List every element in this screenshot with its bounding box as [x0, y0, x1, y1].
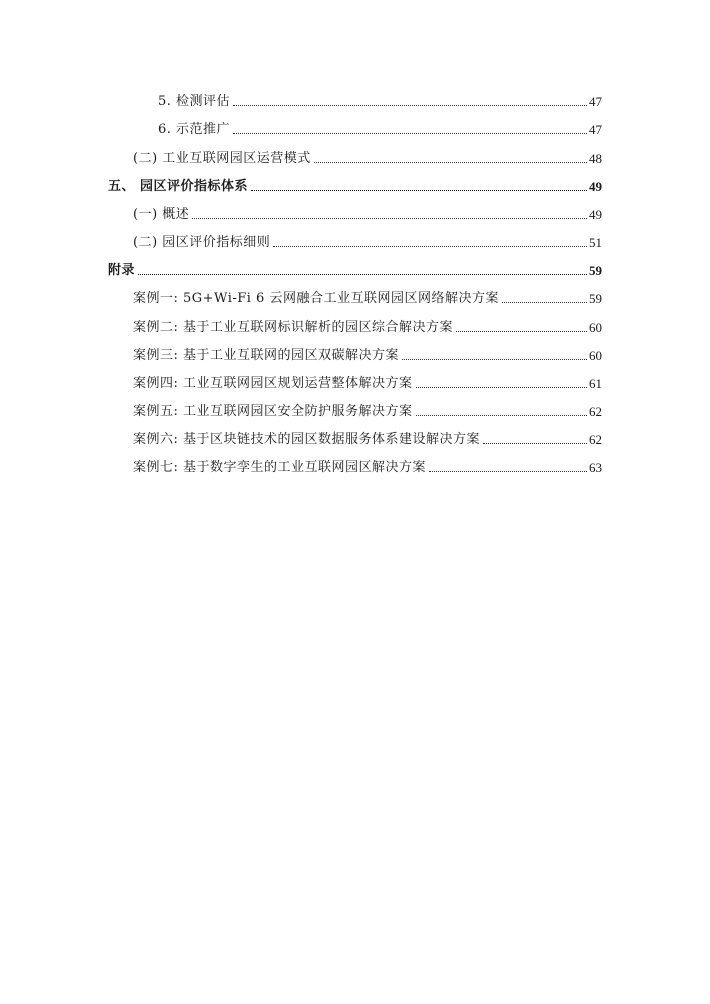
toc-entry-label: 五、 园区评价指标体系 — [108, 179, 249, 194]
toc-entry-case-3[interactable] — [133, 342, 602, 364]
toc-entry-label: 案例四: 工业互联网园区规划运营整体解决方案 — [133, 376, 413, 391]
dot-leader — [402, 359, 587, 360]
toc-entry-page: 47 — [589, 94, 602, 109]
toc-entry-label: 案例五: 工业互联网园区安全防护服务解决方案 — [133, 404, 413, 419]
toc-entry-case-4[interactable] — [133, 370, 602, 392]
dot-leader — [416, 415, 587, 416]
dot-leader — [251, 190, 587, 191]
toc-entry-label: 附录 — [108, 263, 136, 278]
toc-entry-page: 62 — [589, 404, 602, 419]
toc-entry-case-7[interactable] — [133, 454, 602, 476]
toc-entry-label: (二) 工业互联网园区运营模式 — [133, 151, 311, 166]
toc-entry-page: 63 — [589, 460, 602, 475]
toc-entry-detection-evaluation[interactable] — [158, 88, 602, 110]
dot-leader — [233, 133, 587, 134]
toc-entry-evaluation-details[interactable] — [133, 229, 602, 251]
toc-entry-label: (二) 园区评价指标细则 — [133, 235, 271, 250]
toc-entry-page: 49 — [589, 207, 602, 222]
dot-leader — [483, 443, 587, 444]
dot-leader — [192, 218, 587, 219]
toc-entry-page: 48 — [589, 151, 602, 166]
toc-entry-page: 49 — [589, 179, 602, 194]
dot-leader — [416, 387, 587, 388]
toc-entry-label: 案例六: 基于区块链技术的园区数据服务体系建设解决方案 — [133, 432, 481, 447]
toc-entry-page: 60 — [589, 348, 602, 363]
toc-entry-page: 62 — [589, 432, 602, 447]
toc-chapter-appendix[interactable] — [108, 257, 602, 279]
toc-entry-label: 6. 示范推广 — [158, 122, 231, 137]
toc-entry-label: 案例一: 5G+Wi-Fi 6 云网融合工业互联网园区网络解决方案 — [133, 291, 499, 306]
toc-entry-overview[interactable] — [133, 201, 602, 223]
toc-entry-label: (一) 概述 — [133, 207, 190, 222]
toc-entry-page: 61 — [589, 376, 602, 391]
dot-leader — [314, 162, 587, 163]
toc-entry-page: 51 — [589, 235, 602, 250]
toc-entry-case-2[interactable] — [133, 314, 602, 336]
toc-entry-demonstration-promotion[interactable] — [158, 116, 602, 138]
toc-entry-park-operation-model[interactable] — [133, 145, 602, 167]
toc-entry-page: 59 — [589, 263, 602, 278]
dot-leader — [138, 274, 587, 275]
toc-entry-label: 案例二: 基于工业互联网标识解析的园区综合解决方案 — [133, 320, 454, 335]
toc-entry-label: 案例七: 基于数字孪生的工业互联网园区解决方案 — [133, 460, 427, 475]
toc-entry-case-5[interactable] — [133, 398, 602, 420]
dot-leader — [456, 331, 587, 332]
dot-leader — [273, 246, 587, 247]
toc-entry-page: 47 — [589, 122, 602, 137]
dot-leader — [233, 105, 587, 106]
toc-entry-page: 60 — [589, 320, 602, 335]
toc-entry-case-6[interactable] — [133, 426, 602, 448]
toc-entry-label: 5. 检测评估 — [158, 94, 231, 109]
dot-leader — [502, 302, 587, 303]
toc-entry-label: 案例三: 基于工业互联网的园区双碳解决方案 — [133, 348, 400, 363]
toc-chapter-park-evaluation-system[interactable] — [108, 173, 602, 195]
toc-entry-page: 59 — [589, 291, 602, 306]
dot-leader — [429, 471, 587, 472]
toc-entry-case-1[interactable] — [133, 285, 602, 307]
